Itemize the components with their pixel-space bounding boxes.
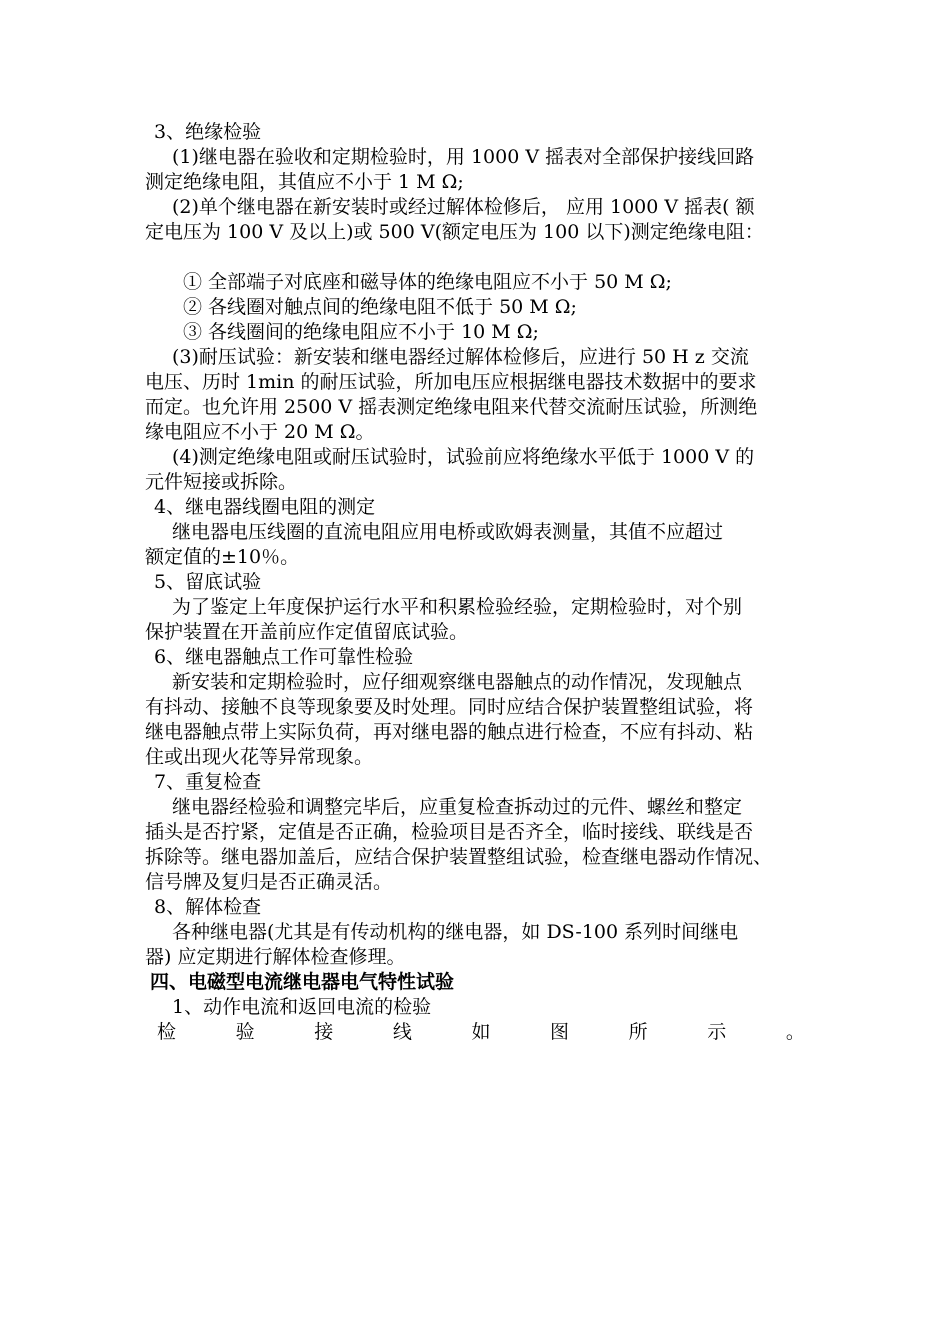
justified-char: 所: [628, 1021, 648, 1043]
section-heading-retention-test: 5、留底试验: [154, 571, 262, 593]
paragraph-line: (2)单个继电器在新安装时或经过解体检修后， 应用 1000 V 摇表( 额: [172, 196, 755, 218]
section-heading-recheck: 7、重复检查: [154, 771, 262, 793]
justified-char: 图: [550, 1021, 570, 1043]
list-item: ③ 各线圈间的绝缘电阻应不小于 10 M Ω;: [183, 321, 539, 343]
paragraph-line: 继电器触点带上实际负荷，再对继电器的触点进行检查，不应有抖动、粘: [145, 721, 754, 743]
paragraph-line: 住或出现火花等异常现象。: [145, 746, 374, 768]
justified-char: 示: [707, 1021, 727, 1043]
paragraph-line: 插头是否拧紧，定值是否正确，检验项目是否齐全，临时接线、联线是否: [145, 821, 754, 843]
section-heading-insulation: 3、绝缘检验: [154, 121, 262, 143]
justified-char: 验: [235, 1021, 255, 1043]
document-body: [145, 120, 825, 1045]
paragraph-line: 新安装和定期检验时，应仔细观察继电器触点的动作情况，发现触点: [172, 671, 743, 693]
paragraph-line: 元件短接或拆除。: [145, 471, 298, 493]
justified-line: [145, 1020, 825, 1045]
paragraph-line: 定电压为 100 V 及以上)或 500 V(额定电压为 100 以下)测定绝缘电阻：: [145, 221, 764, 243]
subsection-heading: 1、动作电流和返回电流的检验: [172, 996, 432, 1018]
paragraph-line: 电压、历时 1min 的耐压试验，所加电压应根据继电器技术数据中的要求: [145, 371, 757, 393]
chapter-heading: 四、电磁型电流继电器电气特性试验: [150, 971, 455, 993]
paragraph-line: (3)耐压试验：新安装和继电器经过解体检修后，应进行 50 H z 交流: [172, 346, 749, 368]
section-heading-coil-resistance: 4、继电器线圈电阻的测定: [154, 496, 376, 518]
paragraph-line: 保护装置在开盖前应作定值留底试验。: [145, 621, 469, 643]
paragraph-line: 为了鉴定上年度保护运行水平和积累检验经验，定期检验时，对个别: [172, 596, 743, 618]
paragraph-line: (1)继电器在验收和定期检验时，用 1000 V 摇表对全部保护接线回路: [172, 146, 755, 168]
paragraph-line: 有抖动、接触不良等现象要及时处理。同时应结合保护装置整组试验，将: [145, 696, 754, 718]
paragraph-line: 继电器电压线圈的直流电阻应用电桥或欧姆表测量，其值不应超过: [172, 521, 724, 543]
justified-char: 线: [392, 1021, 412, 1043]
paragraph-line: 测定绝缘电阻，其值应不小于 1 M Ω;: [145, 171, 464, 193]
paragraph-line: 缘电阻应不小于 20 M Ω。: [145, 421, 375, 443]
blank-line: [145, 245, 825, 270]
justified-char: 接: [314, 1021, 334, 1043]
list-item: ② 各线圈对触点间的绝缘电阻不低于 50 M Ω;: [183, 296, 577, 318]
section-heading-disassembly: 8、解体检查: [154, 896, 262, 918]
justified-char: 如: [471, 1021, 491, 1043]
paragraph-line: 继电器经检验和调整完毕后，应重复检查拆动过的元件、螺丝和整定: [172, 796, 743, 818]
paragraph-line: 拆除等。继电器加盖后，应结合保护装置整组试验，检查继电器动作情况、: [145, 846, 773, 868]
paragraph-line: 额定值的±10％。: [145, 546, 300, 568]
paragraph-line: 各种继电器(尤其是有传动机构的继电器，如 DS-100 系列时间继电: [172, 921, 739, 943]
justified-char: 。: [785, 1021, 805, 1043]
paragraph-line: 而定。也允许用 2500 V 摇表测定绝缘电阻来代替交流耐压试验，所测绝: [145, 396, 758, 418]
paragraph-line: 信号牌及复归是否正确灵活。: [145, 871, 393, 893]
paragraph-line: 器) 应定期进行解体检查修理。: [145, 946, 406, 968]
section-heading-contact-reliability: 6、继电器触点工作可靠性检验: [154, 646, 414, 668]
paragraph-line: (4)测定绝缘电阻或耐压试验时，试验前应将绝缘水平低于 1000 V 的: [172, 446, 755, 468]
list-item: ① 全部端子对底座和磁导体的绝缘电阻应不小于 50 M Ω;: [183, 271, 672, 293]
justified-char: 检: [157, 1021, 177, 1043]
